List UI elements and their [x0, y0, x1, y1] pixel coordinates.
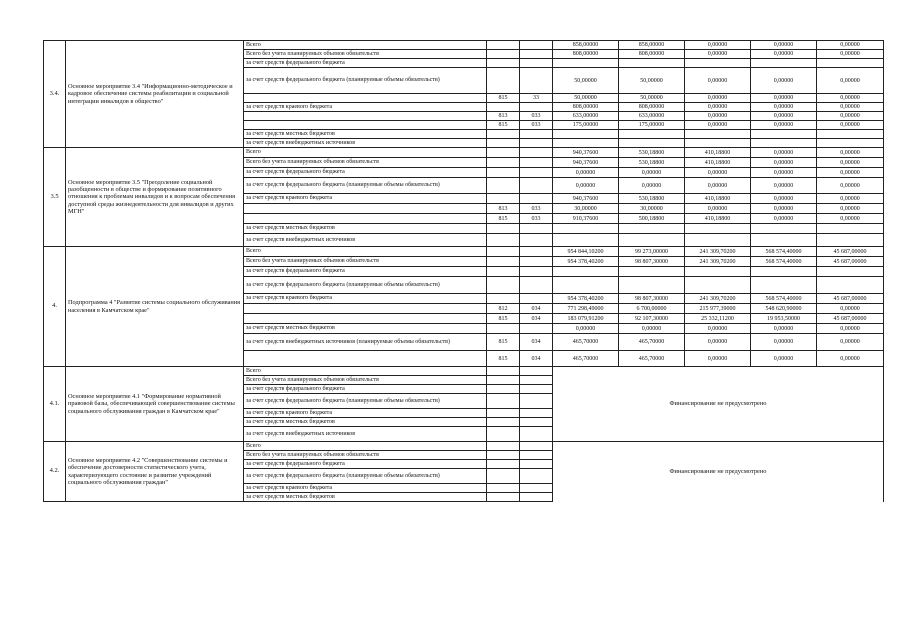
amount-cell: 954 378,40200: [553, 294, 619, 304]
code-program: [520, 148, 553, 158]
amount-cell: [685, 277, 751, 294]
amount-cell: 0,00000: [685, 204, 751, 214]
code-grbs: 815: [487, 214, 520, 224]
amount-cell: 0,00000: [685, 94, 751, 103]
amount-cell: 0,00000: [817, 324, 884, 334]
amount-cell: 0,00000: [751, 204, 817, 214]
amount-cell: 0,00000: [685, 334, 751, 351]
amount-cell: [685, 59, 751, 68]
funding-source: [244, 314, 487, 324]
code-program: 033: [520, 121, 553, 130]
code-grbs: [487, 178, 520, 194]
code-grbs: [487, 324, 520, 334]
amount-cell: 241 309,70200: [685, 247, 751, 257]
amount-cell: 954 844,10200: [553, 247, 619, 257]
code-grbs: 815: [487, 94, 520, 103]
code-grbs: [487, 59, 520, 68]
code-grbs: [487, 247, 520, 257]
amount-cell: 0,00000: [619, 324, 685, 334]
funding-source: Всего: [244, 367, 487, 376]
amount-cell: [685, 234, 751, 247]
code-grbs: [487, 103, 520, 112]
funding-source: Всего без учета планируемых объемов обязательств: [244, 451, 487, 460]
amount-cell: 0,00000: [817, 41, 884, 50]
funding-source: Всего без учета планируемых объемов обязательств: [244, 158, 487, 168]
amount-cell: [751, 267, 817, 277]
amount-cell: 45 687,00000: [817, 247, 884, 257]
amount-cell: [751, 130, 817, 139]
code-grbs: 815: [487, 314, 520, 324]
amount-cell: [619, 139, 685, 148]
code-grbs: [487, 139, 520, 148]
no-funding-note: Финансирование не предусмотрено: [553, 367, 884, 442]
amount-cell: 940,37600: [553, 148, 619, 158]
code-program: [520, 103, 553, 112]
funding-source: [244, 112, 487, 121]
amount-cell: 0,00000: [751, 194, 817, 204]
amount-cell: 25 332,11200: [685, 314, 751, 324]
funding-source: за счет средств местных бюджетов: [244, 418, 487, 427]
code-grbs: 815: [487, 121, 520, 130]
section-index: 4.2.: [44, 442, 66, 502]
code-grbs: [487, 394, 520, 409]
amount-cell: 175,00000: [553, 121, 619, 130]
code-program: [520, 158, 553, 168]
code-program: [520, 234, 553, 247]
amount-cell: 45 687,00000: [817, 294, 884, 304]
code-grbs: [487, 130, 520, 139]
amount-cell: 50,00000: [619, 68, 685, 94]
amount-cell: [685, 139, 751, 148]
funding-source: за счет средств федерального бюджета (планируемые объемы обязательств): [244, 469, 487, 484]
amount-cell: 0,00000: [619, 168, 685, 178]
amount-cell: [619, 234, 685, 247]
code-program: [520, 427, 553, 442]
amount-cell: [553, 59, 619, 68]
amount-cell: [751, 234, 817, 247]
amount-cell: 0,00000: [751, 112, 817, 121]
amount-cell: 910,37600: [553, 214, 619, 224]
code-grbs: [487, 194, 520, 204]
amount-cell: 0,00000: [685, 41, 751, 50]
amount-cell: [553, 267, 619, 277]
amount-cell: 6 700,00000: [619, 304, 685, 314]
funding-source: за счет средств краевого бюджета: [244, 409, 487, 418]
code-grbs: [487, 68, 520, 94]
code-grbs: [487, 469, 520, 484]
funding-source: [244, 304, 487, 314]
amount-cell: 0,00000: [751, 148, 817, 158]
amount-cell: 568 574,40000: [751, 294, 817, 304]
section-title: Основное мероприятие 3.4 "Информационно-методическое и кадровое обеспечение системы реабилитации и социальной интеграции инвалидов в общество": [66, 41, 244, 148]
code-grbs: [487, 460, 520, 469]
amount-cell: 99 273,00000: [619, 247, 685, 257]
funding-source: за счет средств краевого бюджета: [244, 294, 487, 304]
code-grbs: [487, 158, 520, 168]
amount-cell: 215 977,39000: [685, 304, 751, 314]
code-program: 034: [520, 334, 553, 351]
amount-cell: 0,00000: [751, 168, 817, 178]
amount-cell: 568 574,40000: [751, 257, 817, 267]
amount-cell: 0,00000: [817, 121, 884, 130]
amount-cell: 0,00000: [751, 41, 817, 50]
funding-source: за счет средств внебюджетных источников: [244, 427, 487, 442]
code-program: [520, 460, 553, 469]
amount-cell: [817, 139, 884, 148]
amount-cell: 241 309,70200: [685, 294, 751, 304]
code-grbs: [487, 442, 520, 451]
amount-cell: 0,00000: [817, 50, 884, 59]
amount-cell: 0,00000: [751, 214, 817, 224]
amount-cell: 0,00000: [751, 94, 817, 103]
section-title: Основное мероприятие 3.5 "Преодоление социальной разобщенности в обществе и формирование позитивного отношения к проблемам инвалидов и к вопросам обеспечения доступной среды жизнедеятельности для инвалидов и других МГН": [66, 148, 244, 247]
amount-cell: [817, 224, 884, 234]
code-grbs: [487, 294, 520, 304]
code-grbs: [487, 168, 520, 178]
amount-cell: [553, 277, 619, 294]
code-grbs: [487, 385, 520, 394]
amount-cell: 954 378,40200: [553, 257, 619, 267]
code-grbs: 815: [487, 351, 520, 367]
funding-source: Всего: [244, 442, 487, 451]
code-program: [520, 294, 553, 304]
code-program: [520, 194, 553, 204]
code-grbs: [487, 234, 520, 247]
amount-cell: 30,00000: [619, 204, 685, 214]
amount-cell: 45 687,00000: [817, 257, 884, 267]
amount-cell: 0,00000: [685, 112, 751, 121]
amount-cell: 0,00000: [817, 304, 884, 314]
amount-cell: [751, 59, 817, 68]
amount-cell: 0,00000: [685, 168, 751, 178]
amount-cell: 0,00000: [817, 194, 884, 204]
amount-cell: [553, 130, 619, 139]
code-program: [520, 376, 553, 385]
amount-cell: 0,00000: [817, 103, 884, 112]
funding-source: за счет средств местных бюджетов: [244, 493, 487, 502]
funding-source: [244, 121, 487, 130]
code-program: [520, 409, 553, 418]
funding-source: Всего без учета планируемых объемов обязательств: [244, 257, 487, 267]
funding-source: за счет средств федерального бюджета: [244, 267, 487, 277]
funding-source: за счет средств местных бюджетов: [244, 130, 487, 139]
table-row: [44, 442, 884, 451]
code-grbs: 813: [487, 204, 520, 214]
amount-cell: 548 620,90000: [751, 304, 817, 314]
code-grbs: 812: [487, 304, 520, 314]
amount-cell: [553, 224, 619, 234]
code-program: 33: [520, 94, 553, 103]
code-program: [520, 178, 553, 194]
section-title: Основное мероприятие 4.2 "Совершенствование системы и обеспечение достоверности статистического учета, характеризующего состояние и развитие учреждений социального обслуживания граждан": [66, 442, 244, 502]
code-grbs: [487, 418, 520, 427]
amount-cell: 0,00000: [817, 334, 884, 351]
amount-cell: 0,00000: [817, 351, 884, 367]
amount-cell: 0,00000: [751, 334, 817, 351]
amount-cell: [619, 267, 685, 277]
amount-cell: 0,00000: [817, 94, 884, 103]
amount-cell: 858,00000: [619, 41, 685, 50]
section-index: 4.1.: [44, 367, 66, 442]
amount-cell: [751, 224, 817, 234]
table-row: [44, 247, 884, 257]
amount-cell: 0,00000: [553, 168, 619, 178]
funding-source: [244, 351, 487, 367]
code-program: [520, 59, 553, 68]
code-program: 034: [520, 304, 553, 314]
code-program: [520, 385, 553, 394]
amount-cell: 530,18800: [619, 194, 685, 204]
funding-source: за счет средств федерального бюджета: [244, 59, 487, 68]
amount-cell: 465,70000: [619, 334, 685, 351]
code-program: [520, 367, 553, 376]
code-grbs: [487, 409, 520, 418]
amount-cell: [685, 267, 751, 277]
funding-source: за счет средств внебюджетных источников (планируемые объемы обязательств): [244, 334, 487, 351]
funding-source: Всего: [244, 247, 487, 257]
amount-cell: 0,00000: [553, 324, 619, 334]
amount-cell: 19 953,50000: [751, 314, 817, 324]
amount-cell: 465,70000: [553, 334, 619, 351]
amount-cell: 808,00000: [619, 50, 685, 59]
amount-cell: 0,00000: [685, 103, 751, 112]
code-program: [520, 168, 553, 178]
amount-cell: 0,00000: [817, 68, 884, 94]
amount-cell: 410,18800: [685, 214, 751, 224]
amount-cell: 0,00000: [751, 158, 817, 168]
funding-source: Всего: [244, 148, 487, 158]
amount-cell: 0,00000: [751, 103, 817, 112]
amount-cell: 92 107,30000: [619, 314, 685, 324]
amount-cell: 808,00000: [619, 103, 685, 112]
amount-cell: 410,18800: [685, 148, 751, 158]
code-program: [520, 451, 553, 460]
amount-cell: 50,00000: [553, 94, 619, 103]
amount-cell: 808,00000: [553, 103, 619, 112]
funding-source: за счет средств внебюджетных источников: [244, 234, 487, 247]
funding-source: за счет средств федерального бюджета: [244, 385, 487, 394]
table-row: [44, 367, 884, 376]
code-program: [520, 277, 553, 294]
amount-cell: 0,00000: [751, 351, 817, 367]
amount-cell: 0,00000: [817, 148, 884, 158]
code-grbs: [487, 367, 520, 376]
code-grbs: [487, 224, 520, 234]
section-title: Основное мероприятие 4.1 "Формирование нормативной правовой базы, обеспечивающей совершенствование системы социального обслуживания граждан в Камчатском крае": [66, 367, 244, 442]
amount-cell: 0,00000: [817, 178, 884, 194]
amount-cell: [817, 130, 884, 139]
code-grbs: [487, 376, 520, 385]
code-grbs: [487, 451, 520, 460]
amount-cell: 0,00000: [619, 178, 685, 194]
amount-cell: 410,18800: [685, 158, 751, 168]
funding-source: [244, 94, 487, 103]
funding-source: за счет средств федерального бюджета: [244, 168, 487, 178]
section-index: 4.: [44, 247, 66, 367]
code-program: 033: [520, 214, 553, 224]
code-grbs: [487, 50, 520, 59]
amount-cell: 0,00000: [751, 68, 817, 94]
amount-cell: 465,70000: [553, 351, 619, 367]
code-program: [520, 418, 553, 427]
amount-cell: [619, 59, 685, 68]
amount-cell: [817, 267, 884, 277]
amount-cell: 940,37600: [553, 158, 619, 168]
code-program: [520, 257, 553, 267]
amount-cell: 0,00000: [817, 158, 884, 168]
code-program: [520, 442, 553, 451]
amount-cell: 0,00000: [685, 178, 751, 194]
code-grbs: [487, 427, 520, 442]
code-grbs: [487, 277, 520, 294]
code-program: [520, 50, 553, 59]
amount-cell: 45 687,00000: [817, 314, 884, 324]
funding-source: Всего без учета планируемых объемов обязательств: [244, 376, 487, 385]
amount-cell: 808,00000: [553, 50, 619, 59]
funding-source: за счет средств краевого бюджета: [244, 194, 487, 204]
amount-cell: [751, 139, 817, 148]
amount-cell: [553, 234, 619, 247]
funding-source: за счет средств федерального бюджета (планируемые объемы обязательств): [244, 68, 487, 94]
table-row: [44, 148, 884, 158]
amount-cell: 0,00000: [553, 178, 619, 194]
code-grbs: 815: [487, 334, 520, 351]
amount-cell: [619, 130, 685, 139]
funding-source: [244, 204, 487, 214]
funding-source: за счет средств местных бюджетов: [244, 324, 487, 334]
funding-source: за счет средств федерального бюджета (планируемые объемы обязательств): [244, 277, 487, 294]
amount-cell: 0,00000: [685, 50, 751, 59]
amount-cell: 0,00000: [685, 324, 751, 334]
section-index: 3.5: [44, 148, 66, 247]
amount-cell: 0,00000: [685, 68, 751, 94]
funding-source: за счет средств федерального бюджета: [244, 460, 487, 469]
code-program: 034: [520, 314, 553, 324]
code-grbs: [487, 493, 520, 502]
amount-cell: 0,00000: [817, 214, 884, 224]
amount-cell: 0,00000: [685, 351, 751, 367]
budget-table: [43, 40, 884, 502]
funding-source: за счет средств краевого бюджета: [244, 484, 487, 493]
amount-cell: 0,00000: [751, 324, 817, 334]
amount-cell: 0,00000: [751, 50, 817, 59]
code-program: [520, 139, 553, 148]
code-grbs: [487, 257, 520, 267]
amount-cell: 771 298,49000: [553, 304, 619, 314]
amount-cell: 500,18800: [619, 214, 685, 224]
amount-cell: 568 574,40000: [751, 247, 817, 257]
code-program: [520, 130, 553, 139]
code-program: 033: [520, 112, 553, 121]
amount-cell: 0,00000: [685, 121, 751, 130]
amount-cell: 465,70000: [619, 351, 685, 367]
amount-cell: 530,18800: [619, 158, 685, 168]
amount-cell: 241 309,70200: [685, 257, 751, 267]
amount-cell: 50,00000: [619, 94, 685, 103]
table-row: [44, 41, 884, 50]
amount-cell: 410,18800: [685, 194, 751, 204]
code-program: 034: [520, 351, 553, 367]
amount-cell: 0,00000: [751, 121, 817, 130]
code-program: [520, 469, 553, 484]
amount-cell: [817, 59, 884, 68]
amount-cell: 940,37600: [553, 194, 619, 204]
amount-cell: 98 807,30000: [619, 294, 685, 304]
code-program: [520, 394, 553, 409]
amount-cell: 175,00000: [619, 121, 685, 130]
section-title: Подпрограмма 4 "Развитие системы социального обслуживания населения в Камчатском крае": [66, 247, 244, 367]
amount-cell: 0,00000: [817, 204, 884, 214]
code-program: [520, 68, 553, 94]
amount-cell: 530,18800: [619, 148, 685, 158]
amount-cell: 98 807,30000: [619, 257, 685, 267]
amount-cell: [685, 130, 751, 139]
funding-source: за счет средств местных бюджетов: [244, 224, 487, 234]
code-grbs: [487, 267, 520, 277]
code-grbs: 813: [487, 112, 520, 121]
amount-cell: [685, 224, 751, 234]
amount-cell: 30,00000: [553, 204, 619, 214]
amount-cell: 0,00000: [751, 178, 817, 194]
code-program: [520, 267, 553, 277]
funding-source: Всего: [244, 41, 487, 50]
amount-cell: [817, 277, 884, 294]
amount-cell: 50,00000: [553, 68, 619, 94]
amount-cell: [751, 277, 817, 294]
code-grbs: [487, 484, 520, 493]
amount-cell: 0,00000: [817, 112, 884, 121]
funding-source: за счет средств федерального бюджета (планируемые объемы обязательств): [244, 178, 487, 194]
code-program: [520, 493, 553, 502]
amount-cell: 633,00000: [619, 112, 685, 121]
no-funding-note: Финансирование не предусмотрено: [553, 442, 884, 502]
code-program: [520, 224, 553, 234]
code-grbs: [487, 148, 520, 158]
amount-cell: [619, 277, 685, 294]
amount-cell: [553, 139, 619, 148]
code-program: [520, 484, 553, 493]
code-program: [520, 324, 553, 334]
funding-source: [244, 214, 487, 224]
amount-cell: 0,00000: [817, 168, 884, 178]
code-program: [520, 247, 553, 257]
section-index: 3.4.: [44, 41, 66, 148]
funding-source: за счет средств краевого бюджета: [244, 103, 487, 112]
funding-source: Всего без учета планируемых объемов обязательств: [244, 50, 487, 59]
amount-cell: 633,00000: [553, 112, 619, 121]
code-program: [520, 41, 553, 50]
amount-cell: [817, 234, 884, 247]
amount-cell: [619, 224, 685, 234]
funding-source: за счет средств внебюджетных источников: [244, 139, 487, 148]
code-grbs: [487, 41, 520, 50]
code-program: 033: [520, 204, 553, 214]
funding-source: за счет средств федерального бюджета (планируемые объемы обязательств): [244, 394, 487, 409]
amount-cell: 183 079,91200: [553, 314, 619, 324]
amount-cell: 858,00000: [553, 41, 619, 50]
